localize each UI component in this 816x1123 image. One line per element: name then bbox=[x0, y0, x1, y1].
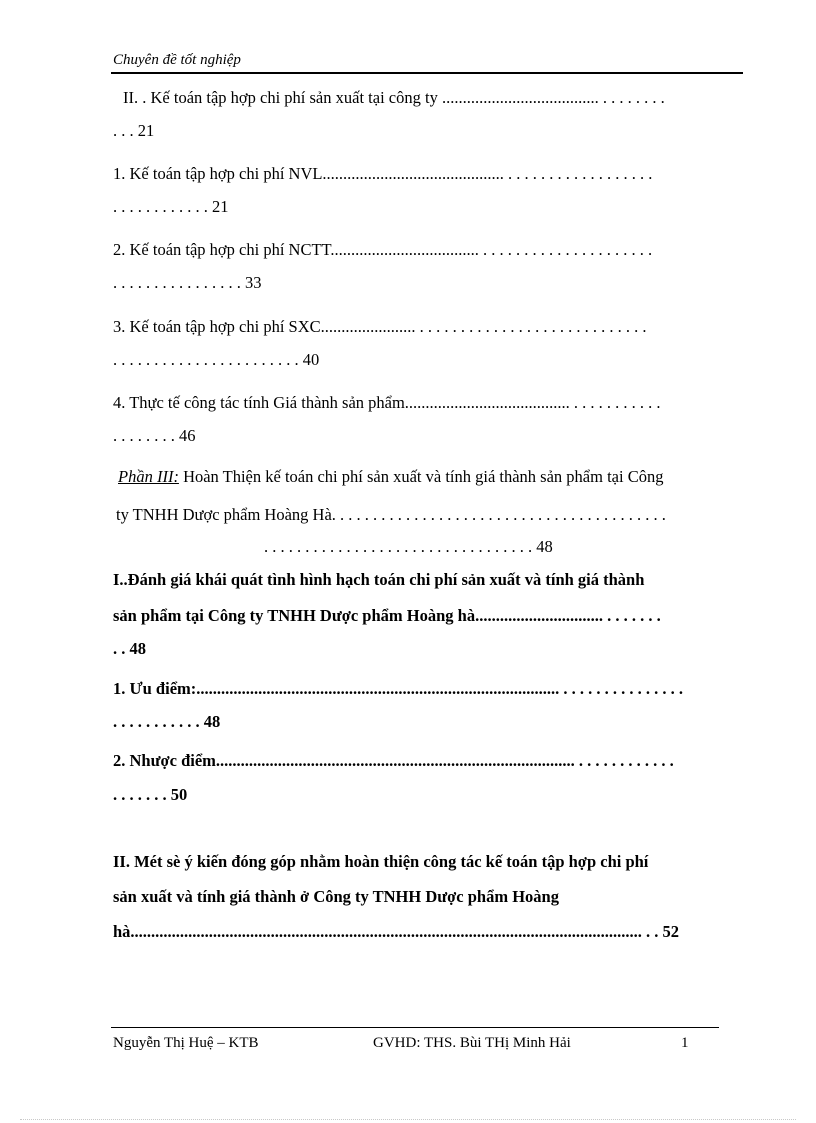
toc-item-3-sxc: 3. Kế toán tập hợp chi phí SXC....................... . . . . . . . . . . . . . . . . . . . . . . . . . . . . bbox=[113, 317, 647, 336]
footer-author: Nguyễn Thị Huệ – KTB bbox=[113, 1035, 259, 1051]
toc-item-1-nvl-page: . . . . . . . . . . . . 21 bbox=[113, 197, 229, 216]
toc-item-ii-mot-so-line2: sản xuất và tính giá thành ở Công ty TNHH Dược phẩm Hoàng bbox=[113, 887, 559, 906]
toc-item-2-nhuoc-diem-page: . . . . . . . 50 bbox=[113, 785, 188, 804]
header-title: Chuyên đề tốt nghiệp bbox=[113, 52, 241, 68]
toc-item-1-uu-diem-page: . . . . . . . . . . . 48 bbox=[113, 712, 221, 731]
toc-item-ii-mot-so: II. Mét sè ý kiến đóng góp nhằm hoàn thiện công tác kế toán tập hợp chi phí bbox=[113, 852, 649, 871]
toc-part-iii-heading bbox=[118, 467, 663, 487]
toc-item-ii-ke-toan-page: . . . 21 bbox=[113, 121, 155, 140]
toc-item-ii-ke-toan: II. . Kế toán tập hợp chi phí sản xuất tại công ty ...................................... . . . . . . . . bbox=[123, 88, 665, 107]
part-iii-label: Phần III: bbox=[118, 467, 179, 486]
part-iii-title: Hoàn Thiện kế toán chi phí sản xuất và tính giá thành sản phẩm tại Công bbox=[178, 467, 664, 486]
toc-item-4-gia-thanh: 4. Thực tế công tác tính Giá thành sản phẩm........................................ . . . . . . . . . . . bbox=[113, 393, 661, 412]
toc-item-i-danh-gia: I..Đánh giá khái quát tình hình hạch toán chi phí sản xuất và tính giá thành bbox=[113, 570, 645, 589]
header-rule bbox=[111, 72, 743, 74]
toc-item-1-uu-diem: 1. Ưu điểm:........................................................................................ . . . . . . . . . . . . . . . bbox=[113, 679, 684, 698]
page-bottom-border bbox=[20, 1119, 796, 1120]
toc-item-3-sxc-page: . . . . . . . . . . . . . . . . . . . . . . . 40 bbox=[113, 350, 320, 369]
footer-rule bbox=[111, 1027, 719, 1028]
toc-item-2-nhuoc-diem: 2. Nhược điểm....................................................................................... . . . . . . . . . . . . bbox=[113, 751, 674, 770]
toc-item-ii-mot-so-page: hà............................................................................................................................ . . 52 bbox=[113, 922, 680, 941]
toc-item-4-gia-thanh-page: . . . . . . . . 46 bbox=[113, 426, 196, 445]
toc-item-i-danh-gia-line2: sản phẩm tại Công ty TNHH Dược phẩm Hoàng hà............................... . . . . . . . bbox=[113, 606, 661, 625]
toc-part-iii-page: . . . . . . . . . . . . . . . . . . . . . . . . . . . . . . . . . 48 bbox=[264, 537, 553, 556]
toc-item-2-nctt-page: . . . . . . . . . . . . . . . . 33 bbox=[113, 273, 262, 292]
toc-item-i-danh-gia-page: . . 48 bbox=[113, 639, 146, 658]
toc-item-2-nctt: 2. Kế toán tập hợp chi phí NCTT.................................... . . . . . . . . . . . . . . . . . . . . . bbox=[113, 240, 653, 259]
footer-advisor: GVHD: THS. Bùi THị Minh Hải bbox=[373, 1035, 571, 1051]
page-number: 1 bbox=[681, 1035, 689, 1051]
toc-item-1-nvl: 1. Kế toán tập hợp chi phí NVL............................................ . . . . . . . . . . . . . . . . . . bbox=[113, 164, 653, 183]
toc-part-iii-line2: ty TNHH Dược phẩm Hoàng Hà. . . . . . . . . . . . . . . . . . . . . . . . . . . . . . . . . . . . . . . . . bbox=[116, 505, 666, 524]
